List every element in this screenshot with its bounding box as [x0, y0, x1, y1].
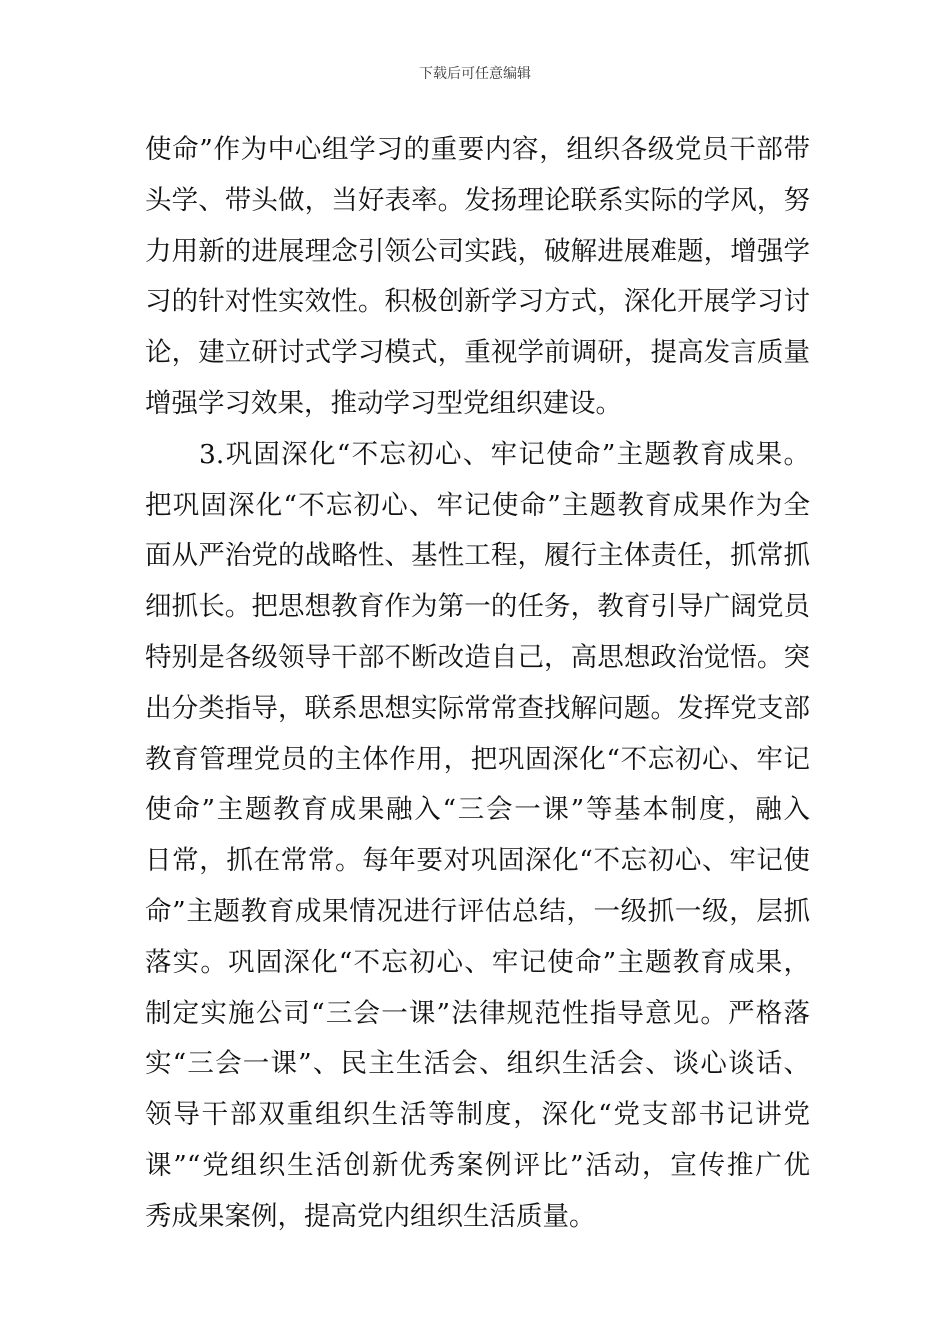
paragraph-1 — [145, 125, 810, 430]
text-line: 命”主题教育成果情况进行评估总结，一级抓一级，层抓 — [145, 895, 810, 927]
text-line: 习的针对性实效性。积极创新学习方式，深化开展学习讨 — [145, 286, 810, 318]
text-line: 使命”主题教育成果融入“三会一课”等基本制度，融入 — [145, 794, 810, 826]
text-line: 实“三会一课”、民主生活会、组织生活会、谈心谈话、 — [145, 1048, 810, 1080]
text-line: 日常，抓在常常。每年要对巩固深化“不忘初心、牢记使 — [145, 845, 810, 877]
text-line: 课”“党组织生活创新优秀案例评比”活动，宣传推广优 — [145, 1149, 810, 1181]
text-line: 秀成果案例，提高党内组织生活质量。 — [145, 1200, 596, 1232]
text-line: 把巩固深化“不忘初心、牢记使命”主题教育成果作为全 — [145, 489, 810, 521]
text-line: 细抓长。把思想教育作为第一的任务，教育引导广阔党员 — [145, 591, 810, 623]
text-line: 论，建立研讨式学习模式，重视学前调研，提高发言质量 — [145, 337, 810, 369]
text-line: 落实。巩固深化“不忘初心、牢记使命”主题教育成果， — [145, 946, 810, 978]
text-line: 增强学习效果，推动学习型党组织建设。 — [145, 387, 622, 419]
page-header: 下载后可任意编辑 — [419, 66, 531, 82]
text-line: 使命”作为中心组学习的重要内容，组织各级党员干部带 — [145, 134, 810, 165]
text-line: 领导干部双重组织生活等制度，深化“党支部书记讲党 — [145, 1099, 810, 1131]
document-body — [145, 125, 810, 1243]
text-line: 头学、带头做，当好表率。发扬理论联系实际的学风，努 — [145, 184, 810, 216]
paragraph-2 — [145, 430, 810, 1243]
text-line: 力用新的进展理念引领公司实践，破解进展难题，增强学 — [145, 235, 810, 267]
text-line: 出分类指导，联系思想实际常常查找解问题。发挥党支部 — [145, 692, 810, 724]
text-line: 特别是各级领导干部不断改造自己，高思想政治觉悟。突 — [145, 641, 810, 673]
text-line: 面从严治党的战略性、基性工程，履行主体责任，抓常抓 — [145, 540, 810, 572]
section-heading-line: 3.巩固深化“不忘初心、牢记使命”主题教育成果。 — [199, 438, 810, 470]
text-line: 制定实施公司“三会一课”法律规范性指导意见。严格落 — [145, 997, 810, 1029]
text-line: 教育管理党员的主体作用，把巩固深化“不忘初心、牢记 — [145, 743, 810, 775]
